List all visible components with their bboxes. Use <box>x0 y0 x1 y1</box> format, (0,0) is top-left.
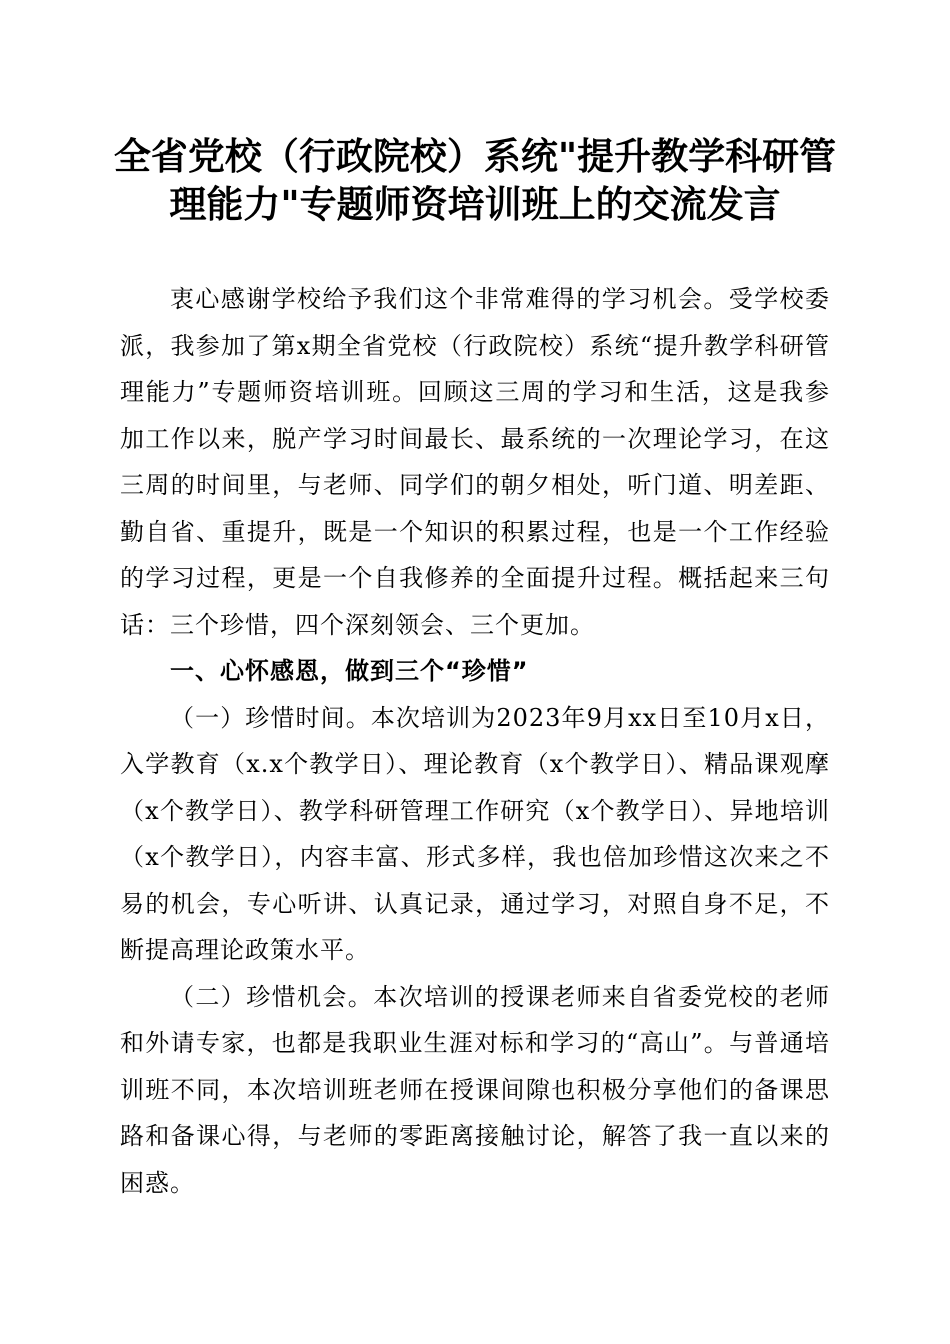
item-paragraph-2: （二）珍惜机会。本次培训的授课老师来自省委党校的老师和外请专家，也都是我职业生涯对标和学习的“高山”。与普通培训班不同，本次培训班老师在授课间隙也积极分享他们的备课思路和备课心得，与老师的零距离接触讨论，解答了我一直以来的困惑。 <box>120 982 830 1197</box>
document-body <box>120 276 830 1206</box>
title-line-2: 理能力"专题师资培训班上的交流发言 <box>169 182 781 226</box>
title-line-1: 全省党校（行政院校）系统"提升教学科研管 <box>113 134 837 178</box>
section-heading-1: 一、心怀感恩，做到三个“珍惜” <box>170 657 529 685</box>
document-title <box>100 132 850 228</box>
item-paragraph-1: （一）珍惜时间。本次培训为2023年9月xx日至10月x日，入学教育（x.x个教学日）、理论教育（x个教学日）、精品课观摩（x个教学日）、教学科研管理工作研究（x个教学日）、异地培训（x个教学日），内容丰富、形式多样，我也倍加珍惜这次来之不易的机会，专心听讲、认真记录，通过学习，对照自身不足，不断提高理论政策水平。 <box>120 703 830 964</box>
intro-paragraph: 衷心感谢学校给予我们这个非常难得的学习机会。受学校委派，我参加了第x期全省党校（行政院校）系统“提升教学科研管理能力”专题师资培训班。回顾这三周的学习和生活，这是我参加工作以来，脱产学习时间最长、最系统的一次理论学习，在这三周的时间里，与老师、同学们的朝夕相处，听门道、明差距、勤自省、重提升，既是一个知识的积累过程，也是一个工作经验的学习过程，更是一个自我修养的全面提升过程。概括起来三句话：三个珍惜，四个深刻领会、三个更加。 <box>120 285 830 639</box>
